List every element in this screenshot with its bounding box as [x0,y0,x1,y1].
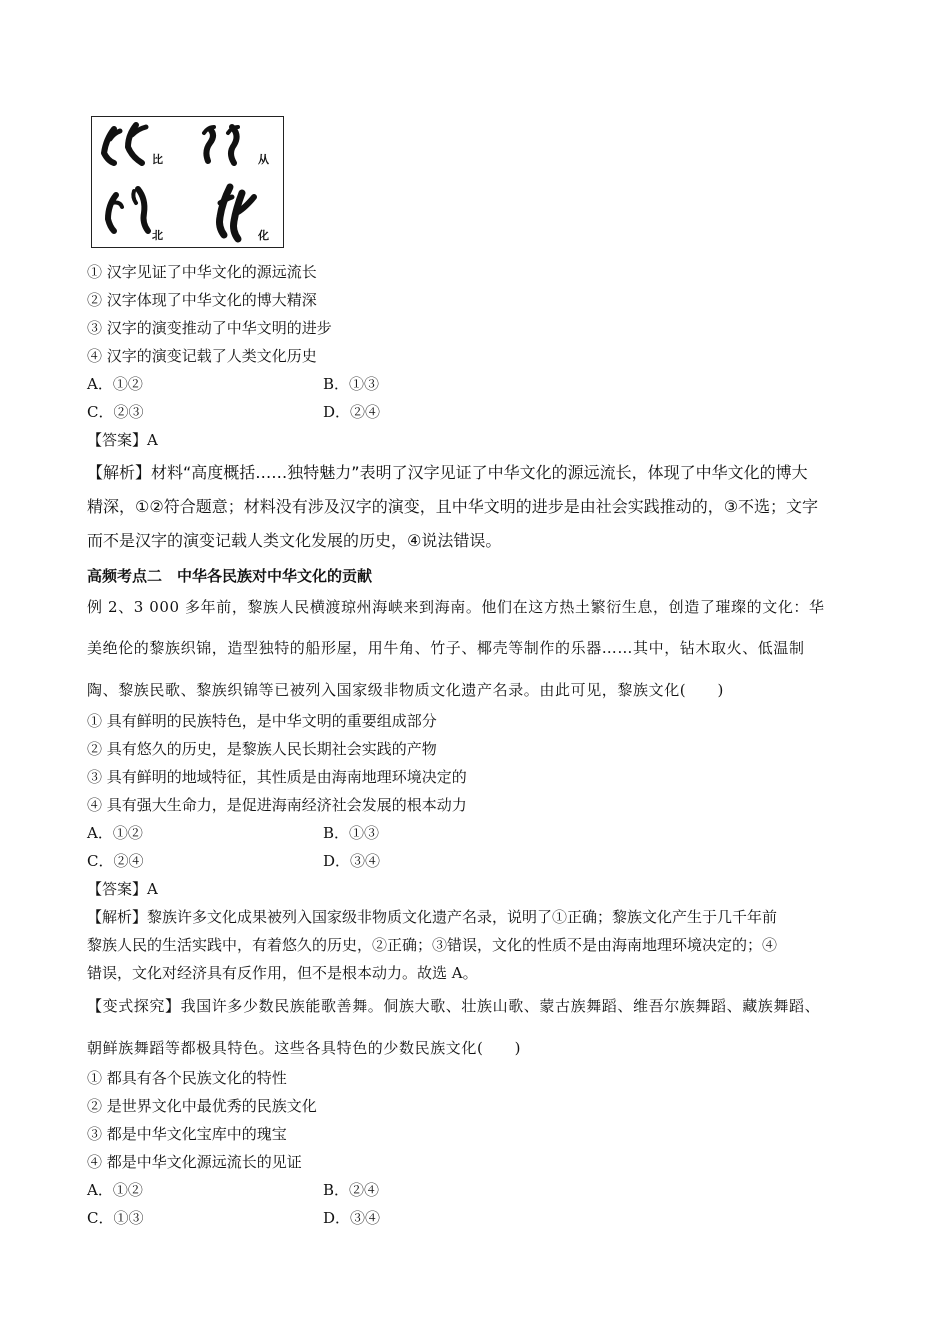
glyph-label-bei: 北 [152,229,163,242]
q1-analysis-line-3: 而不是汉字的演变记载人类文化发展的历史，④说法错误。 [87,531,502,550]
q3-statement-3: ③ 都是中华文化宝库中的瑰宝 [87,1125,287,1143]
q1-statement-2: ② 汉字体现了中华文化的博大精深 [87,291,317,309]
section-heading: 高频考点二 中华各民族对中华文化的贡献 [87,567,373,585]
q1-analysis-line-1: 【解析】材料“高度概括……独特魅力”表明了汉字见证了中华文化的源远流长，体现了中华文化的博大 [87,463,808,482]
q3-option-d: D．③④ [323,1209,381,1227]
q2-stem-line-2: 美绝伦的黎族织锦，造型独特的船形屋，用牛角、竹子、椰壳等制作的乐器……其中，钻木取火、低温制 [87,639,805,657]
q3-option-b: B．②④ [323,1181,380,1199]
q3-option-c: C．①③ [87,1209,144,1227]
q2-option-c: C．②④ [87,852,144,870]
q2-option-b: B．①③ [323,824,380,842]
q2-statement-4: ④ 具有强大生命力，是促进海南经济社会发展的根本动力 [87,796,467,814]
q2-statement-3: ③ 具有鲜明的地域特征，其性质是由海南地理环境决定的 [87,768,467,786]
glyph-label-hua: 化 [258,229,269,242]
q1-option-b: B．①③ [323,375,380,393]
q1-statement-1: ① 汉字见证了中华文化的源远流长 [87,263,317,281]
q2-analysis-line-2: 黎族人民的生活实践中，有着悠久的历史，②正确；③错误，文化的性质不是由海南地理环境决定的；④ [87,936,778,954]
oracle-bone-glyphs-icon [92,117,285,249]
glyph-label-cong: 从 [258,153,269,166]
q3-stem-line-1: 【变式探究】我国许多少数民族能歌善舞。侗族大歌、壮族山歌、蒙古族舞蹈、维吾尔族舞蹈、藏族舞蹈、 [87,997,821,1015]
q1-statement-4: ④ 汉字的演变记载了人类文化历史 [87,347,317,365]
q1-option-a: A．①② [87,375,143,393]
q2-stem-line-1: 例 2、3 000 多年前，黎族人民横渡琼州海峡来到海南。他们在这方热土繁衍生息，创造了璀璨的文化：华 [87,598,825,616]
q3-statement-2: ② 是世界文化中最优秀的民族文化 [87,1097,317,1115]
oracle-bone-characters-image [91,116,284,248]
q1-option-d: D．②④ [323,403,381,421]
q2-option-a: A．①② [87,824,143,842]
q1-option-c: C．②③ [87,403,144,421]
glyph-label-bi: 比 [152,153,163,166]
q2-analysis-line-1: 【解析】黎族许多文化成果被列入国家级非物质文化遗产名录，说明了①正确；黎族文化产生于几千年前 [87,908,778,926]
q1-statement-3: ③ 汉字的演变推动了中华文明的进步 [87,319,332,337]
q3-option-a: A．①② [87,1181,143,1199]
q2-option-d: D．③④ [323,852,381,870]
q1-answer: 【答案】A [87,431,158,449]
q3-statement-1: ① 都具有各个民族文化的特性 [87,1069,287,1087]
q1-analysis-line-2: 精深，①②符合题意；材料没有涉及汉字的演变，且中华文明的进步是由社会实践推动的，③不选；文字 [87,497,819,516]
q3-statement-4: ④ 都是中华文化源远流长的见证 [87,1153,302,1171]
q2-statement-2: ② 具有悠久的历史，是黎族人民长期社会实践的产物 [87,740,437,758]
q3-stem-line-2: 朝鲜族舞蹈等都极具特色。这些各具特色的少数民族文化( ) [87,1039,522,1057]
q2-analysis-line-3: 错误，文化对经济具有反作用，但不是根本动力。故选 A。 [87,964,478,982]
q2-stem-line-3: 陶、黎族民歌、黎族织锦等已被列入国家级非物质文化遗产名录。由此可见，黎族文化( ) [87,681,724,699]
q2-answer: 【答案】A [87,880,158,898]
q2-statement-1: ① 具有鲜明的民族特色，是中华文明的重要组成部分 [87,712,437,730]
